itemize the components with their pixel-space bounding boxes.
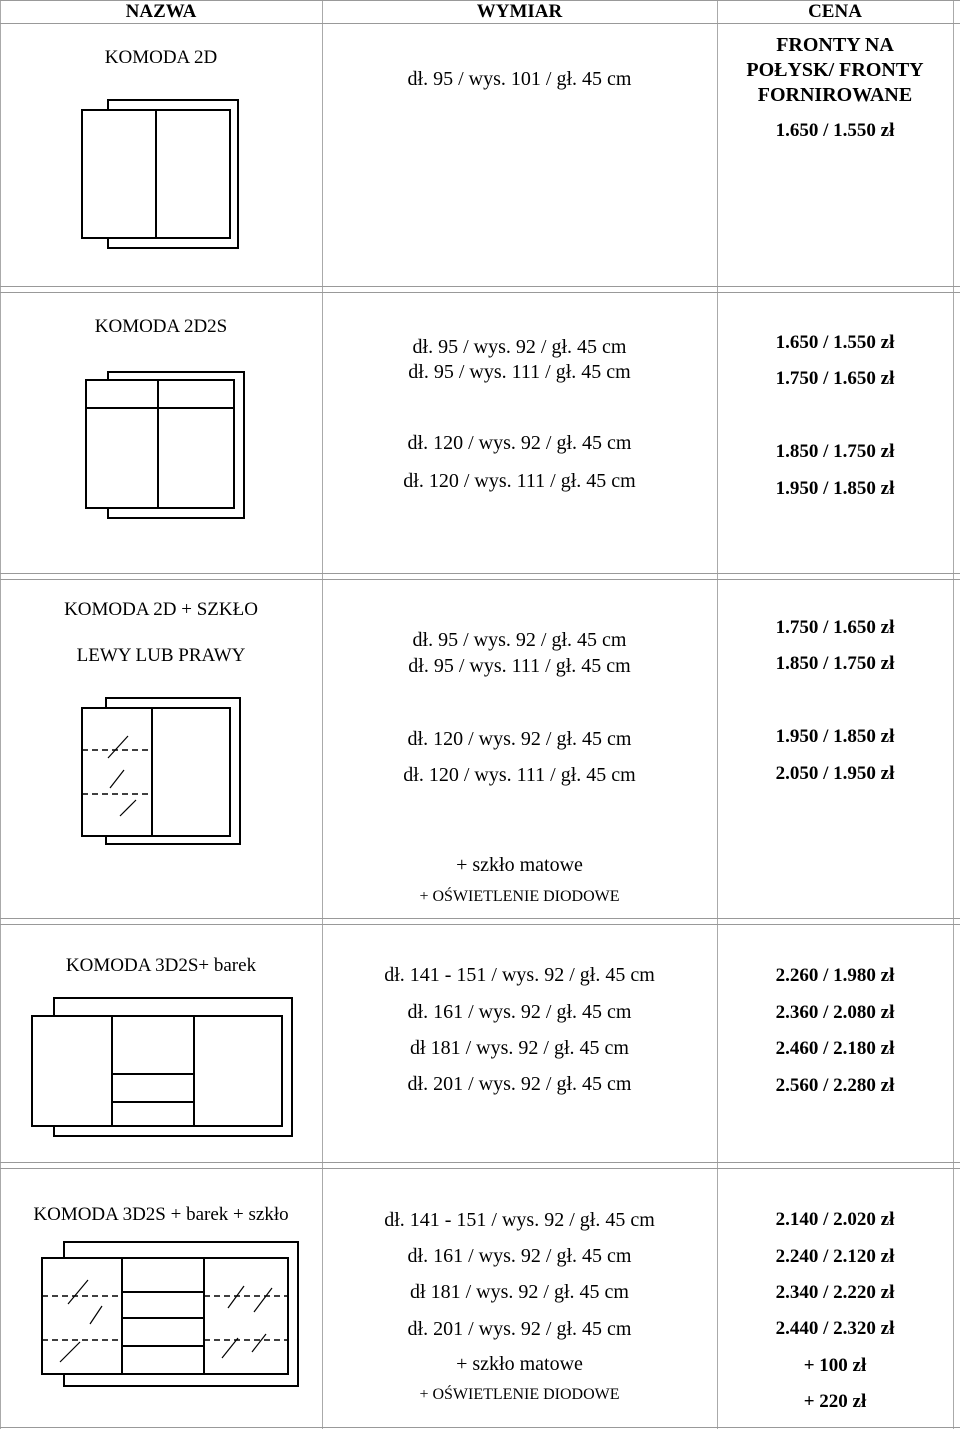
price-text: 2.440 / 2.320 zł bbox=[775, 1318, 895, 1339]
dimension-text: dł. 161 / wys. 92 / gł. 45 cm bbox=[407, 1245, 632, 1267]
header-name: NAZWA bbox=[125, 1, 197, 22]
komoda-3d2s-bar-drawing bbox=[30, 996, 296, 1140]
grid-hline bbox=[0, 918, 960, 919]
dimension-text: dł. 120 / wys. 92 / gł. 45 cm bbox=[407, 432, 632, 454]
dimension-text: dł. 120 / wys. 111 / gł. 45 cm bbox=[403, 470, 636, 492]
grid-hline bbox=[0, 23, 960, 24]
extra-option-text: + szkło matowe bbox=[456, 1353, 583, 1375]
price-text: 1.750 / 1.650 zł bbox=[775, 368, 895, 389]
price-text: 2.240 / 2.120 zł bbox=[775, 1246, 895, 1267]
price-text: 2.360 / 2.080 zł bbox=[775, 1002, 895, 1023]
dimension-text: dł. 141 - 151 / wys. 92 / gł. 45 cm bbox=[384, 964, 655, 986]
price-heading-line: FRONTY NA bbox=[776, 34, 894, 56]
product-name: KOMODA 2D + SZKŁO bbox=[64, 599, 258, 620]
extra-price-text: + 220 zł bbox=[803, 1391, 867, 1412]
grid-hline bbox=[0, 292, 960, 293]
komoda-2d-drawing bbox=[78, 98, 244, 250]
komoda-2d2s-drawing bbox=[80, 370, 250, 522]
price-text: 1.850 / 1.750 zł bbox=[775, 653, 895, 674]
dimension-text: dł. 95 / wys. 92 / gł. 45 cm bbox=[412, 336, 627, 358]
dimension-text: dł. 120 / wys. 111 / gł. 45 cm bbox=[403, 764, 636, 786]
price-text: 1.950 / 1.850 zł bbox=[775, 726, 895, 747]
grid-hline bbox=[0, 573, 960, 574]
price-text: 1.650 / 1.550 zł bbox=[775, 332, 895, 353]
price-text: 2.140 / 2.020 zł bbox=[775, 1209, 895, 1230]
product-name: KOMODA 2D bbox=[104, 47, 218, 68]
dimension-text: dł. 95 / wys. 92 / gł. 45 cm bbox=[412, 629, 627, 651]
product-name: KOMODA 3D2S + barek + szkło bbox=[33, 1204, 289, 1225]
extra-option-text: + szkło matowe bbox=[456, 854, 583, 876]
grid-hline bbox=[0, 1427, 960, 1428]
price-heading bbox=[717, 33, 953, 108]
price-heading-line: FORNIROWANE bbox=[757, 84, 913, 106]
dimension-text: dł 181 / wys. 92 / gł. 45 cm bbox=[410, 1281, 629, 1303]
extra-option-text: + OŚWIETLENIE DIODOWE bbox=[419, 1386, 620, 1403]
komoda-2d-glass-drawing bbox=[80, 696, 246, 850]
dimension-text: dł. 95 / wys. 111 / gł. 45 cm bbox=[408, 361, 631, 383]
product-name: KOMODA 2D2S bbox=[94, 316, 228, 337]
grid-hline bbox=[0, 924, 960, 925]
grid-hline bbox=[0, 1168, 960, 1169]
price-text: 2.260 / 1.980 zł bbox=[775, 965, 895, 986]
grid-hline bbox=[0, 579, 960, 580]
price-text: 1.850 / 1.750 zł bbox=[775, 441, 895, 462]
grid-vline-4 bbox=[953, 0, 954, 1429]
dimension-text: dł 181 / wys. 92 / gł. 45 cm bbox=[410, 1037, 629, 1059]
price-text: 2.050 / 1.950 zł bbox=[775, 763, 895, 784]
price-text: 2.340 / 2.220 zł bbox=[775, 1282, 895, 1303]
price-text: 2.460 / 2.180 zł bbox=[775, 1038, 895, 1059]
product-name: KOMODA 3D2S+ barek bbox=[65, 955, 257, 976]
price-text: 2.560 / 2.280 zł bbox=[775, 1075, 895, 1096]
grid-hline bbox=[0, 1162, 960, 1163]
extra-option-text: + OŚWIETLENIE DIODOWE bbox=[419, 888, 620, 905]
header-price: CENA bbox=[808, 1, 862, 22]
komoda-3d2s-bar-glass-drawing bbox=[38, 1240, 302, 1390]
dimension-text: dł. 141 - 151 / wys. 92 / gł. 45 cm bbox=[384, 1209, 655, 1231]
dimension-text: dł. 201 / wys. 92 / gł. 45 cm bbox=[407, 1073, 632, 1095]
grid-hline bbox=[0, 286, 960, 287]
dimension-text: dł. 95 / wys. 111 / gł. 45 cm bbox=[408, 655, 631, 677]
dimension-text: dł. 95 / wys. 101 / gł. 45 cm bbox=[407, 68, 632, 90]
dimension-text: dł. 120 / wys. 92 / gł. 45 cm bbox=[407, 728, 632, 750]
header-dimension: WYMIAR bbox=[476, 1, 563, 22]
price-text: 1.650 / 1.550 zł bbox=[775, 120, 895, 141]
extra-price-text: + 100 zł bbox=[803, 1355, 867, 1376]
price-text: 1.750 / 1.650 zł bbox=[775, 617, 895, 638]
dimension-text: dł. 201 / wys. 92 / gł. 45 cm bbox=[407, 1318, 632, 1340]
dimension-text: dł. 161 / wys. 92 / gł. 45 cm bbox=[407, 1001, 632, 1023]
product-name-variant: LEWY LUB PRAWY bbox=[76, 645, 246, 666]
price-heading-line: POŁYSK/ FRONTY bbox=[746, 59, 924, 81]
price-text: 1.950 / 1.850 zł bbox=[775, 478, 895, 499]
